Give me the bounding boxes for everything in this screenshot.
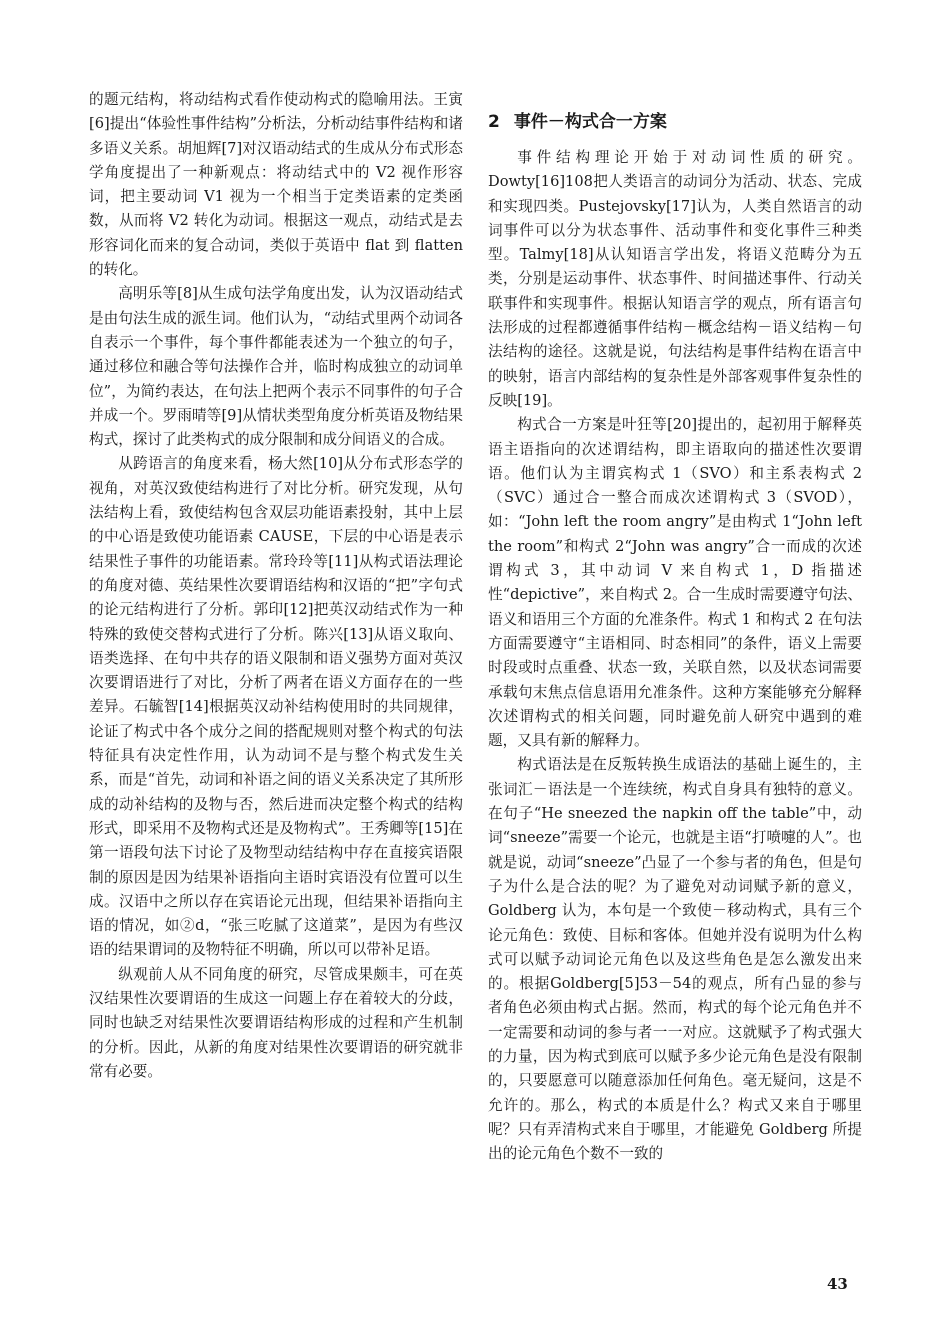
right-column — [488, 104, 862, 1166]
right-paragraph-3: 构式语法是在反叛转换生成语法的基础上诞生的，主张词汇－语法是一个连续统，构式自身具有独特的意义。在句子“He sneezed the napkin off the table”中，动词“sneeze”需要一个论元，也就是主语“打喷嚏的人”。也就是说，动词“sneeze”凸显了一个参与者的角色，但是句子为什么是合法的呢？为了避免对动词赋予新的意义，Goldberg 认为，本句是一个致使－移动构式，具有三个论元角色：致使、目标和客体。但她并没有说明为什么构式可以赋予动词论元角色以及这些角色是怎么激发出来的。根据Goldberg[5]53－54的观点，所有凸显的参与者角色必须由构式占据。然而，构式的每个论元角色并不一定需要和动词的参与者一一对应。这就赋予了构式强大的力量，因为构式到底可以赋予多少论元角色是没有限制的，只要愿意可以随意添加任何角色。毫无疑问，这是不允许的。那么，构式的本质是什么？构式又来自于哪里呢？只有弄清构式来自于哪里，才能避免 Goldberg 所提出的论元角色个数不一致的 — [488, 756, 862, 1163]
left-paragraph-2: 高明乐等[8]从生成句法学角度出发，认为汉语动结式是由句法生成的派生词。他们认为，“动结式里两个动词各自表示一个事件，每个事件都能表述为一个独立的句子，通过移位和融合等句法操作合并，临时构成独立的动词单位”，为简约表达，在句法上把两个表示不同事件的句子合并成一个。罗雨晴等[9]从情状类型角度分析英语及物结果构式，探讨了此类构式的成分限制和成分间语义的合成。 — [89, 285, 463, 449]
section-title: 事件－构式合一方案 — [513, 112, 667, 132]
left-paragraph-1: 的题元结构，将动结构式看作使动构式的隐喻用法。王寅[6]提出“体验性事件结构”分析法，分析动结事件结构和诸多语义关系。胡旭辉[7]对汉语动结式的生成从分布式形态学角度提出了一种新观点：将动结式中的 V2 视作形容词，把主要动词 V1 视为一个相当于定类语素的定类函数，从而将 V2 转化为动词。根据这一观点，动结式是去形容词化而来的复合动词，类似于英语中 flat 到 flatten 的转化。 — [89, 91, 463, 279]
right-paragraph-1: 事件结构理论开始于对动词性质的研究。Dowty[16]108把人类语言的动词分为活动、状态、完成和实现四类。Pustejovsky[17]认为，人类自然语言的动词事件可以分为状态事件、活动事件和变化事件三种类型。Talmy[18]从认知语言学出发，将语义范畴分为五类，分别是运动事件、状态事件、时间描述事件、行动关联事件和实现事件。根据认知语言学的观点，所有语言句法形成的过程都遵循事件结构－概念结构－语义结构－句法结构的途径。这就是说，句法结构是事件结构在语言中的映射，语言内部结构的复杂性是外部客观事件复杂性的反映[19]。 — [488, 149, 862, 409]
left-paragraph-4: 纵观前人从不同角度的研究，尽管成果颇丰，可在英汉结果性次要谓语的生成这一问题上存在着较大的分歧，同时也缺乏对结果性次要谓语结构形成的过程和产生机制的分析。因此，从新的角度对结果性次要谓语的研究就非常有必要。 — [89, 965, 463, 1080]
section-heading — [488, 104, 862, 140]
page-number: 43 — [827, 1275, 848, 1293]
left-column — [89, 88, 463, 1084]
right-paragraph-2: 构式合一方案是叶狂等[20]提出的，起初用于解释英语主语指向的次述谓结构，即主语取向的描述性次要谓语。他们认为主谓宾构式 1（SVO）和主系表构式 2（SVC）通过合一整合而成次述谓构式 3（SVOD），如：“John left the room angry”是由构式 1“John left the room”和构式 2“John was angry”合一而成的次述谓构式 3，其中动词 V 来自构式 1，D 指描述性“depictive”，来自构式 2。合一生成时需要遵守句法、语义和语用三个方面的允准条件。构式 1 和构式 2 在句法方面需要遵守“主语相同、时态相同”的条件，语义上需要时段或时点重叠、状态一致，关联自然，以及状态词需要承载句末焦点信息语用允准条件。这种方案能够充分解释次述谓构式的相关问题，同时避免前人研究中遇到的难题，又具有新的解释力。 — [488, 416, 862, 750]
left-paragraph-3: 从跨语言的角度来看，杨大然[10]从分布式形态学的视角，对英汉致使结构进行了对比分析。研究发现，从句法结构上看，致使结构包含双层功能语素投射，其中上层的中心语是致使功能语素 CAUSE，下层的中心语是表示结果性子事件的功能语素。常玲玲等[11]从构式语法理论的角度对德、英结果性次要谓语结构和汉语的“把”字句式的论元结构进行了分析。郭印[12]把英汉动结式作为一种特殊的致使交替构式进行了分析。陈兴[13]从语义取向、语类选择、在句中共存的语义限制和语义强势方面对英汉次要谓语进行了对比，分析了两者在语义方面存在的一些差异。石毓智[14]根据英汉动补结构使用时的共同规律，论证了构式中各个成分之间的搭配规则对整个构式的句法特征具有决定性作用，认为动词不是与整个构式发生关系，而是“首先，动词和补语之间的语义关系决定了其所形成的动补结构的及物与否，然后进而决定整个构式的结构形式，即采用不及物构式还是及物构式”。王秀卿等[15]在第一语段句法下讨论了及物型动结结构中存在直接宾语限制的原因是因为结果补语指向主语时宾语没有位置可以生成。汉语中之所以存在宾语论元出现，但结果补语指向主语的情况，如②d，“张三吃腻了这道菜”，是因为有些汉语的结果谓词的及物特征不明确，所以可以带补足语。 — [89, 455, 463, 959]
section-number: 2 — [488, 112, 500, 132]
